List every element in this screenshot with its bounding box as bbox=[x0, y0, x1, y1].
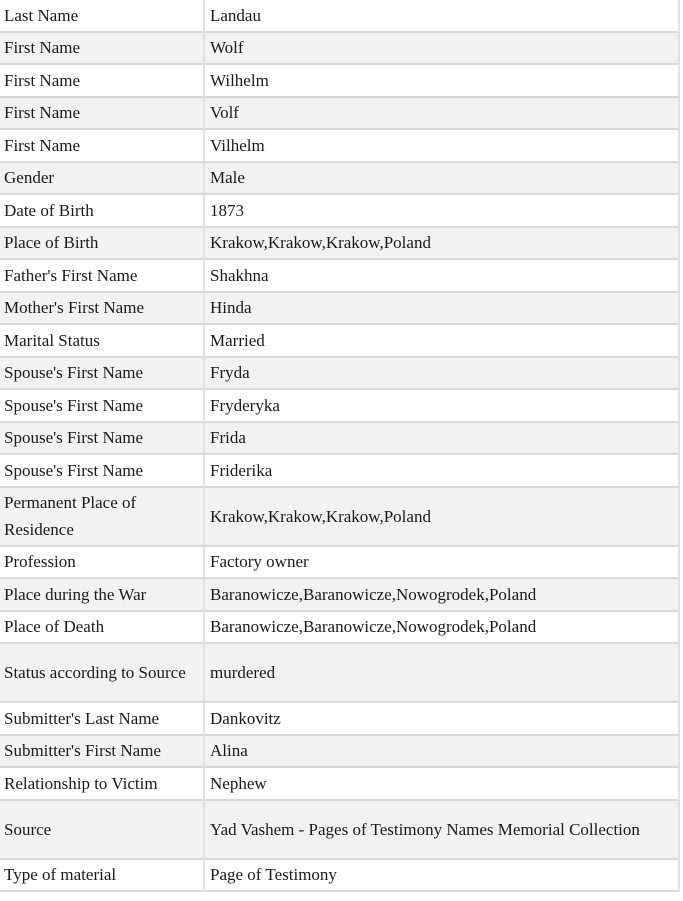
table-row bbox=[0, 455, 680, 488]
table-row bbox=[0, 130, 680, 163]
field-label: Place of Death bbox=[0, 612, 205, 645]
field-label: Marital Status bbox=[0, 325, 205, 358]
field-label: Mother's First Name bbox=[0, 293, 205, 326]
table-row bbox=[0, 860, 680, 893]
field-label: Permanent Place of Residence bbox=[0, 488, 205, 547]
field-label: Spouse's First Name bbox=[0, 390, 205, 423]
field-value: Wilhelm bbox=[205, 65, 680, 98]
field-label: First Name bbox=[0, 65, 205, 98]
field-value: Friderika bbox=[205, 455, 680, 488]
field-value: Yad Vashem - Pages of Testimony Names Memorial Collection bbox=[205, 801, 680, 860]
table-row bbox=[0, 163, 680, 196]
field-label: Spouse's First Name bbox=[0, 455, 205, 488]
table-row bbox=[0, 736, 680, 769]
table-row bbox=[0, 547, 680, 580]
field-value: 1873 bbox=[205, 195, 680, 228]
field-label: Father's First Name bbox=[0, 260, 205, 293]
table-row bbox=[0, 65, 680, 98]
field-label: Date of Birth bbox=[0, 195, 205, 228]
table-row bbox=[0, 612, 680, 645]
field-value: Baranowicze,Baranowicze,Nowogrodek,Poland bbox=[205, 579, 680, 612]
table-row bbox=[0, 0, 680, 33]
table-row bbox=[0, 195, 680, 228]
table-row bbox=[0, 358, 680, 391]
table-row bbox=[0, 579, 680, 612]
field-value: Hinda bbox=[205, 293, 680, 326]
field-label: First Name bbox=[0, 130, 205, 163]
table-row bbox=[0, 488, 680, 547]
field-label: First Name bbox=[0, 98, 205, 131]
field-label: Profession bbox=[0, 547, 205, 580]
field-label: Type of material bbox=[0, 860, 205, 893]
table-row bbox=[0, 801, 680, 860]
table-row bbox=[0, 644, 680, 703]
field-value: Wolf bbox=[205, 33, 680, 66]
field-value: Baranowicze,Baranowicze,Nowogrodek,Poland bbox=[205, 612, 680, 645]
table-row bbox=[0, 325, 680, 358]
field-value: Nephew bbox=[205, 768, 680, 801]
field-value: Factory owner bbox=[205, 547, 680, 580]
field-value: Fryda bbox=[205, 358, 680, 391]
field-value: Male bbox=[205, 163, 680, 196]
field-label: Place during the War bbox=[0, 579, 205, 612]
table-row bbox=[0, 293, 680, 326]
field-value: Frida bbox=[205, 423, 680, 456]
field-label: Submitter's First Name bbox=[0, 736, 205, 769]
field-value: Vilhelm bbox=[205, 130, 680, 163]
field-value: Alina bbox=[205, 736, 680, 769]
field-value: murdered bbox=[205, 644, 680, 703]
table-row bbox=[0, 703, 680, 736]
field-value: Krakow,Krakow,Krakow,Poland bbox=[205, 488, 680, 547]
field-label: Last Name bbox=[0, 0, 205, 33]
field-value: Volf bbox=[205, 98, 680, 131]
field-value: Page of Testimony bbox=[205, 860, 680, 893]
table-row bbox=[0, 423, 680, 456]
field-label: Relationship to Victim bbox=[0, 768, 205, 801]
field-label: Status according to Source bbox=[0, 644, 205, 703]
table-row bbox=[0, 33, 680, 66]
field-value: Fryderyka bbox=[205, 390, 680, 423]
table-row bbox=[0, 768, 680, 801]
field-value: Dankovitz bbox=[205, 703, 680, 736]
field-label: Gender bbox=[0, 163, 205, 196]
field-label: Place of Birth bbox=[0, 228, 205, 261]
field-label: First Name bbox=[0, 33, 205, 66]
field-value: Married bbox=[205, 325, 680, 358]
field-value: Shakhna bbox=[205, 260, 680, 293]
field-value: Krakow,Krakow,Krakow,Poland bbox=[205, 228, 680, 261]
field-label: Spouse's First Name bbox=[0, 358, 205, 391]
table-row bbox=[0, 260, 680, 293]
field-label: Source bbox=[0, 801, 205, 860]
field-label: Spouse's First Name bbox=[0, 423, 205, 456]
table-row bbox=[0, 390, 680, 423]
field-value: Landau bbox=[205, 0, 680, 33]
table-row bbox=[0, 98, 680, 131]
field-label: Submitter's Last Name bbox=[0, 703, 205, 736]
table-row bbox=[0, 228, 680, 261]
